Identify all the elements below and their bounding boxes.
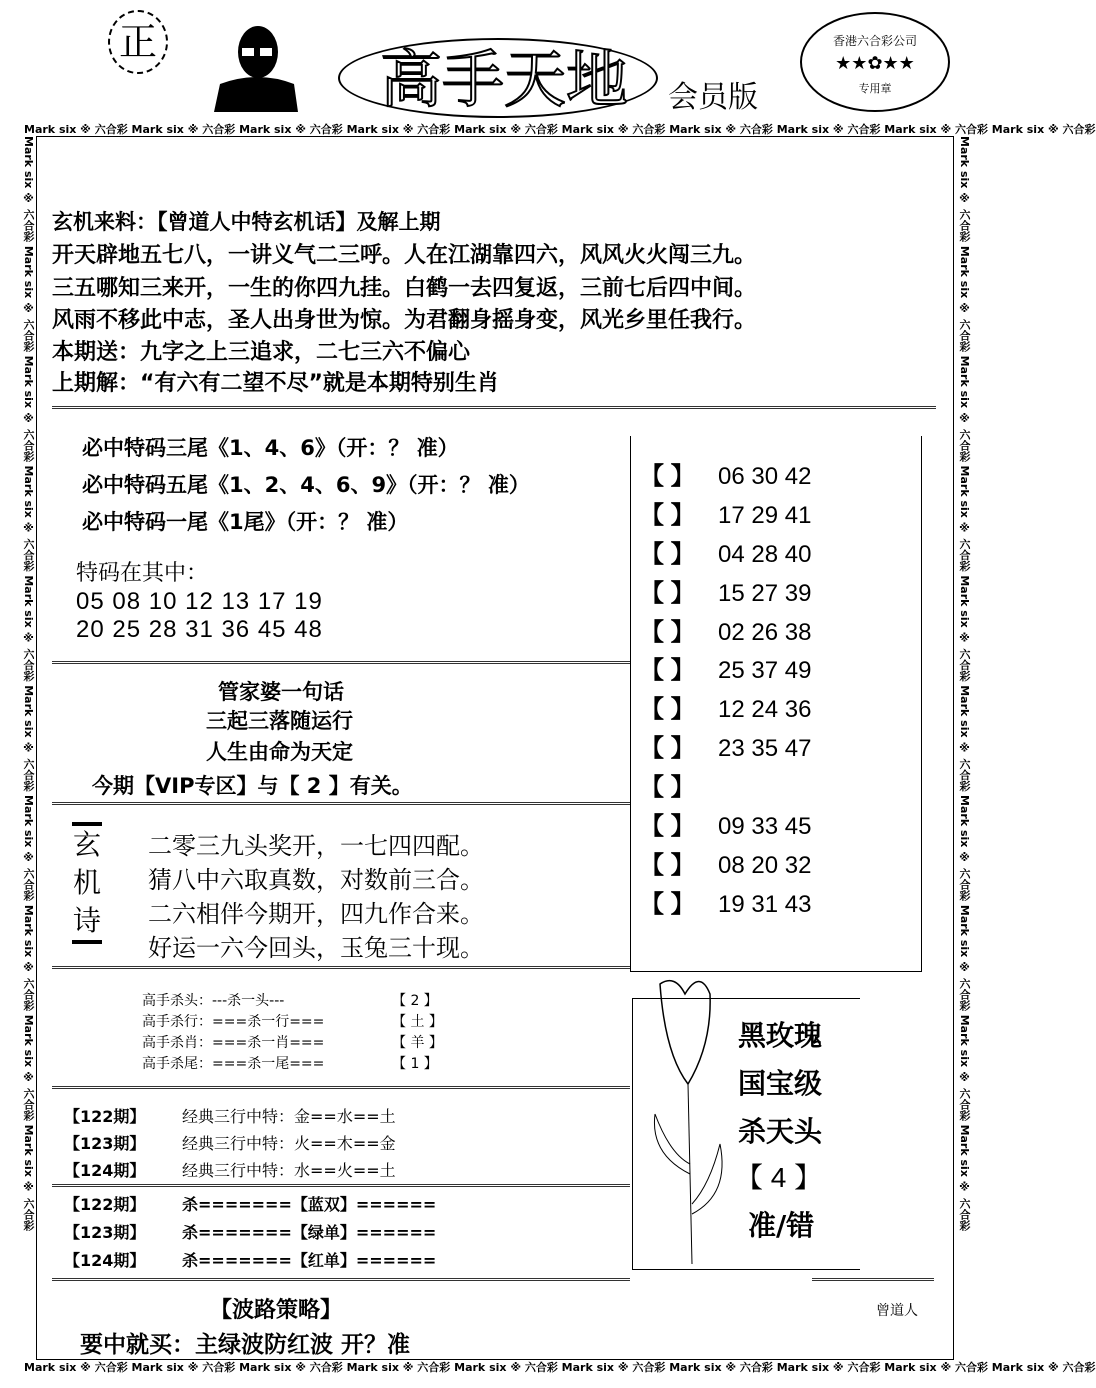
kill-value: 【 1 】 [392,1056,438,1072]
color-text: 杀=======【红单】====== [182,1251,437,1270]
list-item: 【 】 04 28 40 [640,541,812,568]
kill-row [142,1011,443,1031]
rose-line: 准/错 [748,1209,815,1242]
kill-value: 【 2 】 [392,993,438,1009]
divider [52,802,630,805]
poem-line: 好运一六今回头，玉兔三十现。 [148,934,484,962]
color-row [64,1220,437,1243]
list-item: 【 】 15 27 39 [640,580,812,607]
rose-line: 黑玫瑰 [738,1019,823,1052]
poem-line: 二零三九头奖开，一七四四配。 [148,832,484,860]
riddle-line: 风雨不移此中志，圣人出身世为惊。为君翻身摇身变，风光乡里任我行。 [52,308,757,333]
kill-value: 【 土 】 [392,1014,443,1030]
poem-label [72,822,102,944]
tail-line: 必中特码三尾《1、4、6》（开：？ 准） [82,436,459,460]
signature: 曾道人 [876,1303,918,1319]
kill-row [142,1032,443,1052]
poem-label-char: 机 [72,866,101,899]
divider [52,1278,630,1281]
special-numbers: 05 08 10 12 13 17 19 [76,588,323,615]
period-label: 【122期】 [64,1107,146,1126]
period-label: 【124期】 [64,1161,146,1180]
divider [52,1086,630,1089]
border-bottom-text: Mark six ※ 六合彩 Mark six ※ 六合彩 Mark six ※ 六合彩 Mark six ※ 六合彩 Mark six ※ 六合彩 Mark six ※ 六合彩 Mark six ※ 六合彩 Mark six ※ 六合彩 Mark six ※ 六合彩 Mark six ※ 六合彩 [24,1361,1096,1374]
divider [52,661,630,664]
period-label: 【124期】 [64,1251,146,1270]
kill-value: 【 羊 】 [392,1035,443,1051]
special-label: 特码在其中： [76,561,209,586]
riddle-line: 开天辟地五七八，一讲义气二三呼。人在江湖靠四六，风风火火闯三九。 [52,243,757,268]
housekeeper-line: 今期【VIP专区】与【 2 】有关。 [92,774,413,798]
list-item: 【 】 02 26 38 [640,619,812,646]
rose-line: 杀天头 [738,1115,823,1148]
subtitle: 会员版 [668,80,758,115]
period-label: 【123期】 [64,1134,146,1153]
period-label: 【123期】 [64,1223,146,1242]
housekeeper-line: 管家婆一句话 [218,680,344,704]
border-right-text: Mark six ※ 六合彩 Mark six ※ 六合彩 Mark six ※ 六合彩 Mark six ※ 六合彩 Mark six ※ 六合彩 Mark six ※ 六合彩 Mark six ※ 六合彩 Mark six ※ 六合彩 Mark six ※ 六合彩 Mark six ※ 六合彩 [958,136,971,1231]
element-row [64,1131,396,1154]
color-row [64,1248,437,1271]
special-numbers: 20 25 28 31 36 45 48 [76,616,323,643]
kill-row [142,990,438,1010]
list-item: 【 】 08 20 32 [640,852,812,879]
housekeeper-line: 人生由命为天定 [206,740,353,764]
poem-line: 猜八中六取真数，对数前三合。 [148,866,484,894]
list-item: 【 】 06 30 42 [640,463,812,490]
tail-line: 必中特码五尾《1、2、4、6、9》（开：？ 准） [82,473,530,497]
seal-left: 正 [108,10,168,74]
border-top-text: Mark six ※ 六合彩 Mark six ※ 六合彩 Mark six ※ 六合彩 Mark six ※ 六合彩 Mark six ※ 六合彩 Mark six ※ 六合彩 Mark six ※ 六合彩 Mark six ※ 六合彩 Mark six ※ 六合彩 Mark six ※ 六合彩 [24,123,1096,136]
list-item: 【 】 23 35 47 [640,735,812,762]
element-text: 经典三行中特：火==木==金 [182,1134,396,1153]
divider [52,966,630,969]
kill-row [142,1053,438,1073]
stamp-bottom-text: 专用章 [858,82,892,95]
element-row [64,1158,396,1181]
kill-label: 高手杀肖：===杀一肖=== [142,1035,325,1051]
color-text: 杀=======【蓝双】====== [182,1195,437,1214]
list-item: 【 】 [640,774,695,801]
stamp-top-text: 香港六合彩公司 [832,34,917,48]
rose-line: 国宝级 [738,1067,823,1100]
kill-label: 高手杀尾：===杀一尾=== [142,1056,325,1072]
element-text: 经典三行中特：金==水==土 [182,1107,396,1126]
poem-label-char: 诗 [72,904,101,937]
portrait-image [214,22,298,112]
riddle-line: 上期解：“有六有二望不尽”就是本期特别生肖 [52,371,499,396]
list-item: 【 】 25 37 49 [640,657,812,684]
housekeeper-line: 三起三落随运行 [206,709,353,733]
riddle-line: 本期送：九字之上三追求，二七三六不偏心 [52,340,471,365]
poem-line: 二六相伴今期开，四九作合来。 [148,900,484,928]
wave-text: 要中就买：主绿波防红波 开？准 [80,1332,411,1358]
kill-label: 高手杀头：---杀一头--- [142,993,285,1009]
kill-label: 高手杀行：===杀一行=== [142,1014,325,1030]
company-stamp [800,12,950,112]
period-label: 【122期】 [64,1195,146,1214]
divider [812,1278,934,1281]
list-item: 【 】 09 33 45 [640,813,812,840]
divider [52,1184,630,1187]
element-text: 经典三行中特：水==火==土 [182,1161,396,1180]
riddle-heading: 玄机来料：【曾道人中特玄机话】及解上期 [52,210,441,234]
element-row [64,1104,396,1127]
wave-title: 【波路策略】 [210,1298,343,1323]
list-item: 【 】 19 31 43 [640,891,812,918]
page-title: 高手天地 [380,43,629,116]
border-left-text: Mark six ※ 六合彩 Mark six ※ 六合彩 Mark six ※ 六合彩 Mark six ※ 六合彩 Mark six ※ 六合彩 Mark six ※ 六合彩 Mark six ※ 六合彩 Mark six ※ 六合彩 Mark six ※ 六合彩 Mark six ※ 六合彩 [22,136,35,1231]
tail-line: 必中特码一尾《1尾》（开：？ 准） [82,510,409,534]
riddle-line: 三五哪知三来开，一生的你四九挂。白鹤一去四复返，三前七后四中间。 [52,276,757,301]
list-item: 【 】 12 24 36 [640,696,812,723]
divider [52,406,936,409]
list-item: 【 】 17 29 41 [640,502,812,529]
stamp-stars: ★★✿★★ [835,53,915,74]
poem-label-char: 玄 [72,828,101,861]
color-row [64,1192,437,1215]
tulip-icon [640,974,730,1278]
color-text: 杀=======【绿单】====== [182,1223,437,1242]
rose-line: 【 4 】 [735,1162,823,1193]
